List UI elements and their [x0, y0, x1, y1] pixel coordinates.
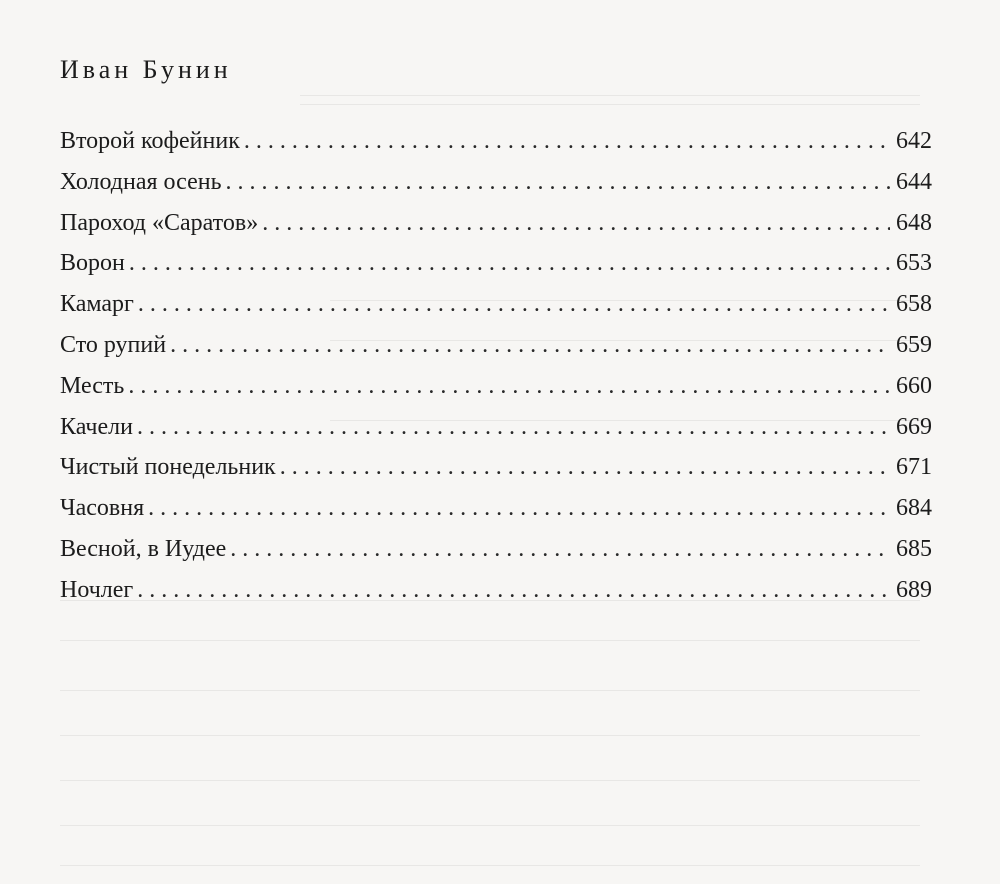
- toc-entry-title: Второй кофейник: [60, 128, 240, 154]
- toc-leader-dots: [244, 121, 890, 162]
- toc-entry: [60, 407, 932, 448]
- table-of-contents: [60, 121, 932, 611]
- toc-entry-title: Часовня: [60, 495, 145, 522]
- toc-page: [60, 55, 932, 611]
- toc-entry-page: 660: [896, 372, 932, 399]
- toc-entry-page: 669: [896, 413, 932, 440]
- toc-entry-title: Холодная осень: [60, 168, 222, 195]
- toc-entry-page: 644: [896, 168, 932, 195]
- toc-leader-dots: [170, 325, 890, 366]
- toc-entry: [60, 366, 932, 407]
- toc-entry: [60, 325, 932, 366]
- toc-entry-page: 671: [896, 454, 932, 481]
- toc-entry: [60, 488, 932, 529]
- toc-entry-title: Пароход «Саратов»: [60, 209, 259, 236]
- toc-entry: [60, 529, 932, 570]
- toc-leader-dots: [137, 570, 890, 611]
- toc-leader-dots: [226, 162, 890, 203]
- toc-entry: [60, 243, 932, 284]
- toc-entry-title: Качели: [60, 413, 133, 440]
- toc-leader-dots: [230, 529, 890, 570]
- toc-entry: [60, 203, 932, 244]
- toc-entry-page: 653: [896, 250, 932, 277]
- toc-entry-title: Чистый понедельник: [60, 454, 276, 481]
- toc-entry-title: Ночлег: [60, 576, 134, 603]
- toc-entry-page: 689: [896, 576, 932, 603]
- toc-leader-dots: [262, 203, 890, 244]
- toc-leader-dots: [137, 407, 890, 448]
- toc-entry: [60, 284, 932, 325]
- toc-entry-page: 648: [896, 209, 932, 236]
- toc-entry-title: Весной, в Иудее: [60, 535, 227, 562]
- toc-leader-dots: [280, 447, 890, 488]
- toc-leader-dots: [138, 284, 890, 325]
- toc-entry-page: 658: [896, 291, 932, 318]
- toc-leader-dots: [128, 366, 890, 407]
- toc-entry: [60, 447, 932, 488]
- toc-leader-dots: [129, 243, 890, 284]
- toc-entry-page: 684: [896, 495, 932, 522]
- toc-entry: [60, 162, 932, 203]
- author-heading: Иван Бунин: [60, 55, 232, 84]
- toc-entry-page: 685: [896, 535, 932, 562]
- toc-entry: [60, 570, 932, 611]
- toc-entry: [60, 121, 932, 162]
- toc-entry-title: Сто рупий: [60, 331, 167, 358]
- toc-entry-page: 642: [896, 128, 932, 154]
- toc-leader-dots: [148, 488, 890, 529]
- toc-entry-title: Камарг: [60, 291, 134, 318]
- toc-entry-title: Месть: [60, 372, 125, 399]
- toc-entry-page: 659: [896, 331, 932, 358]
- toc-entry-title: Ворон: [60, 250, 125, 277]
